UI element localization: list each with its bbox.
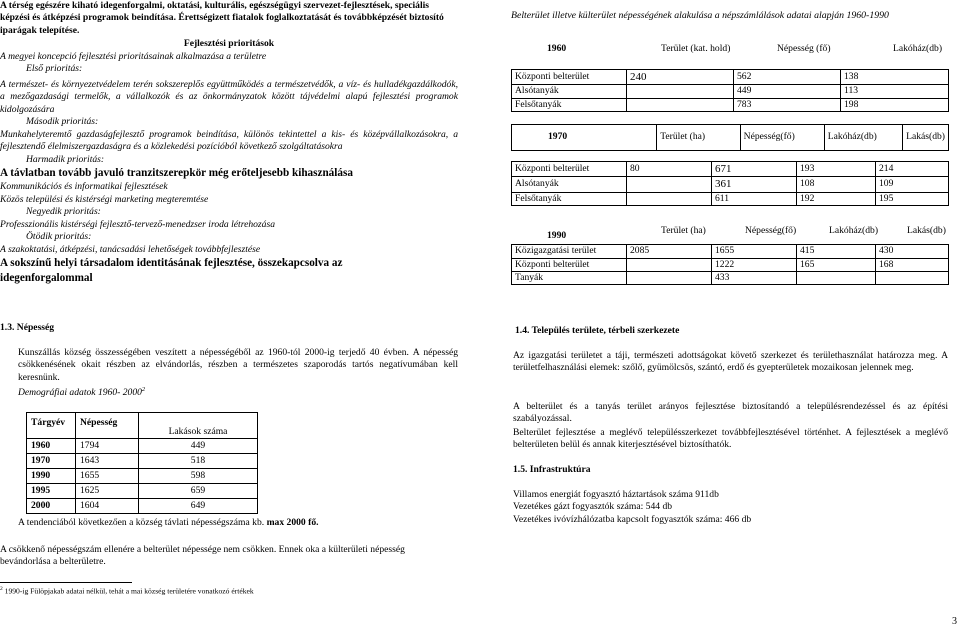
census-table-1990-body [511, 244, 949, 285]
infra-heading: 1.5. Infrastruktúra [513, 464, 591, 475]
t1970-cell: 361 [712, 177, 797, 192]
demo-cell: 598 [139, 469, 258, 484]
table-row [512, 161, 949, 176]
population-heading: 1.3. Népesség [0, 322, 55, 333]
t1990-header-population: Népesség(fő) [745, 224, 797, 236]
priority-3-line-2: Közös települési és kistérségi marketing megteremtése [0, 193, 209, 205]
footnote-text: 1990-ig Fülöpjakab adatai nélkül, tehát a mai község területére vonatkozó értékek [4, 586, 254, 596]
t1970-header-population: Népesség(fő) [740, 124, 824, 150]
t1990-cell: 168 [876, 258, 949, 271]
table-row [27, 439, 258, 454]
settlement-para-3: Belterület fejlesztése a meglévő településszerkezet továbbfejlesztésével történhet. A fejlesztések a meglévő belterületen belül és annak kiterjesztésével biztosíthatók. [513, 427, 948, 451]
right-top-column [511, 10, 949, 285]
t1970-cell: 611 [712, 192, 797, 205]
t1990-header-flats: Lakás(db) [907, 224, 946, 236]
trend-text: A tendenciából következően a község távlati népességszáma kb. [18, 517, 265, 528]
priorities-heading: Fejlesztési prioritások [183, 38, 275, 50]
infra-line: Vezetékes gázt fogyasztók száma: 544 db [513, 501, 673, 513]
t1970-cell [627, 192, 712, 205]
t1960-cell: 783 [734, 98, 841, 111]
table-row [27, 499, 258, 514]
demo-cell-year: 1990 [27, 469, 76, 484]
census-table-1960-body [511, 69, 949, 112]
t1970-cell: Felsőtanyák [512, 192, 627, 205]
table-row [512, 69, 949, 84]
priority-4-label: Negyedik prioritás: [26, 206, 101, 218]
table-row [27, 469, 258, 484]
demo-cell-year: 1970 [27, 454, 76, 469]
table-row [27, 454, 258, 469]
t1990-cell [797, 271, 876, 284]
intro-bold-paragraph: A térség egészére kiható idegenforgalmi, oktatási, kulturális, egészségügyi szervezet-fejlesztések, speciális képzési és átképzési programok beindítása. Érettségizett fiatalok foglalkoztatását és továbbképzését biztosító iparágak telepítése. [0, 0, 444, 36]
t1970-cell: 80 [627, 161, 712, 176]
t1990-cell: 165 [797, 258, 876, 271]
settlement-para-1: Az igazgatási területet a táji, természeti adottságokat követő szerkezet és területhasználat határozza meg. A területfelhasználási elemek: szőlő, gyümölcsös, szántó, erdő és gyepterületek mozaikosan jelennek meg. [513, 350, 948, 374]
demo-header-year: Tárgyév [27, 413, 76, 439]
t1990-header-year: 1990 [547, 229, 567, 241]
t1990-header-houses: Lakóház(db) [829, 224, 879, 236]
demographic-footnote-ref: 2 [141, 386, 146, 393]
demo-cell: 1625 [76, 484, 139, 499]
infra-line: Vezetékes ivóvízhálózatba kapcsolt fogyasztók száma: 466 db [513, 513, 752, 525]
table-row [512, 271, 949, 284]
demo-cell: 449 [139, 439, 258, 454]
table-row [512, 98, 949, 111]
footnote-divider [0, 582, 132, 583]
demo-cell: 1604 [76, 499, 139, 514]
t1970-cell: Központi belterület [512, 161, 627, 176]
page-number: 3 [952, 616, 957, 627]
priority-3-label: Harmadik prioritás: [26, 153, 105, 165]
demo-cell-year: 1960 [27, 439, 76, 454]
t1960-cell: 562 [734, 69, 841, 84]
t1960-cell [627, 85, 734, 98]
t1990-cell: 415 [797, 245, 876, 258]
table-row [512, 245, 949, 258]
t1990-cell: 2085 [627, 245, 712, 258]
t1970-header-area: Terület (ha) [657, 124, 740, 150]
infra-list [513, 489, 751, 526]
trend-bold: max 2000 fő. [266, 517, 319, 528]
t1990-cell: 433 [712, 271, 797, 284]
t1970-cell: 193 [797, 161, 876, 176]
t1970-cell: 108 [797, 177, 876, 192]
footnote-number: 2 [0, 586, 3, 592]
t1970-header-year: 1970 [512, 124, 657, 150]
t1970-cell: 671 [712, 161, 797, 176]
demo-cell: 649 [139, 499, 258, 514]
final-bold-paragraph: A sokszínű helyi társadalom identitásának fejlesztése, összekapcsolva az idegenforgalommal [0, 257, 343, 285]
t1960-cell: Felsőtanyák [512, 98, 627, 111]
t1970-cell: 214 [876, 161, 949, 176]
t1960-header-population: Népesség (fő) [777, 42, 831, 54]
t1990-cell [876, 271, 949, 284]
t1990-cell [627, 271, 712, 284]
t1960-cell: 198 [841, 98, 949, 111]
priority-5-label: Ötödik prioritás: [26, 231, 92, 243]
priority-4-text: Professzionális kistérségi fejlesztő-tervező-menedzser iroda létrehozása [0, 218, 275, 230]
demographic-label-text: Demográfiai adatok 1960- 2000 [18, 387, 142, 399]
priority-3-bold: A távlatban tovább javuló tranzitszerepkör még erőteljesebb kihasználása [0, 167, 353, 180]
demo-cell: 1655 [76, 469, 139, 484]
table-row [27, 484, 258, 499]
settlement-para-2: A belterület és a tanyás terület arányos fejlesztése biztosítandó a településrendezéssel és az építési szabályozással. [513, 401, 948, 425]
t1990-header-area: Terület (ha) [661, 224, 706, 236]
census-table-1970-body [511, 161, 949, 206]
demo-header-flats: Lakások száma [139, 413, 258, 439]
t1990-cell: Tanyák [512, 271, 627, 284]
t1970-cell [627, 177, 712, 192]
census-title: Belterület illetve külterület népességének alakulása a népszámlálások adatai alapján 1960-1990 [511, 10, 889, 21]
priority-2-label: Második prioritás: [26, 116, 99, 128]
settlement-heading: 1.4. Település területe, térbeli szerkezete [515, 325, 680, 336]
t1970-cell: 192 [797, 192, 876, 205]
t1990-cell: 1655 [712, 245, 797, 258]
t1960-cell: Központi belterület [512, 69, 627, 84]
table-row [512, 177, 949, 192]
table-row [512, 85, 949, 98]
priority-1-label: Első prioritás: [26, 63, 83, 75]
demo-header-population: Népesség [76, 413, 139, 439]
trend-sentence [18, 517, 319, 529]
t1960-cell: 113 [841, 85, 949, 98]
t1970-cell: Alsótanyák [512, 177, 627, 192]
t1970-header-houses: Lakóház(db) [824, 124, 902, 150]
demo-cell-year: 2000 [27, 499, 76, 514]
t1960-header-houses: Lakóház(db) [893, 42, 943, 54]
t1990-cell [627, 258, 712, 271]
census-table-1990-header [511, 220, 949, 242]
t1960-cell: 138 [841, 69, 949, 84]
infra-line: Villamos energiát fogyasztó háztartások száma 911db [513, 489, 719, 500]
left-top-column [0, 0, 458, 286]
demographic-table [26, 412, 258, 514]
priority-5-text: A szakoktatási, átképzési, tanácsadási lehetőségek továbbfejlesztése [0, 243, 261, 255]
demo-cell-year: 1995 [27, 484, 76, 499]
t1970-cell: 109 [876, 177, 949, 192]
table-row [512, 192, 949, 205]
t1970-cell: 195 [876, 192, 949, 205]
demographic-label [18, 386, 145, 400]
census-table-1960 [511, 39, 949, 59]
priority-3-line-1: Kommunikációs és informatikai fejlesztések [0, 181, 168, 193]
table-row [512, 258, 949, 271]
t1960-cell: 240 [627, 69, 734, 84]
t1990-cell: 430 [876, 245, 949, 258]
census-table-1970-header [511, 124, 949, 151]
demo-cell: 659 [139, 484, 258, 499]
priority-1-text: A természet- és környezetvédelem terén sokszereplős együttműködés a természetvédők, a víz- és hulladékgazdálkodók, a mezőgazdasági termelők, a vállalkozók és az önkormányzatok között tájvédelmi alapú fejlesztési programok kidolgozására [0, 78, 458, 115]
t1960-header-area: Terület (kat. hold) [661, 42, 731, 54]
footnote [0, 586, 254, 596]
t1990-cell: Közigazgatási terület [512, 245, 627, 258]
t1960-cell: 449 [734, 85, 841, 98]
t1990-cell: 1222 [712, 258, 797, 271]
t1970-header-flats: Lakás(db) [903, 124, 949, 150]
t1990-cell: Központi belterület [512, 258, 627, 271]
bottom-paragraph: A csökkenő népességszám ellenére a belterület népessége nem csökken. Ennek oka a külterületi népesség bevándorlása a belterületre. [0, 544, 405, 568]
t1960-cell [627, 98, 734, 111]
t1960-header-year: 1960 [547, 42, 567, 54]
demo-cell: 1794 [76, 439, 139, 454]
priority-2-text: Munkahelyteremtő gazdaságfejlesztő programok beindítása, különös tekintettel a kis- és középvállalkozásokra, a fejlesztendő élelmiszergazdaságra és a közlekedési pozícióból következő szolgáltatásokra [0, 128, 458, 153]
priorities-subtitle: A megyei koncepció fejlesztési prioritásainak alkalmazása a területre [0, 50, 267, 62]
t1960-cell: Alsótanyák [512, 85, 627, 98]
demo-cell: 1643 [76, 454, 139, 469]
demo-cell: 518 [139, 454, 258, 469]
population-paragraph: Kunszállás község összességében veszített a népességéből az 1960-tól 2000-ig terjedő 40 évben. A népesség csökkenésének okait részben az elvándorlás, részben a természetes szaporodás tartós negatívumában kell keresnünk. [18, 347, 458, 383]
